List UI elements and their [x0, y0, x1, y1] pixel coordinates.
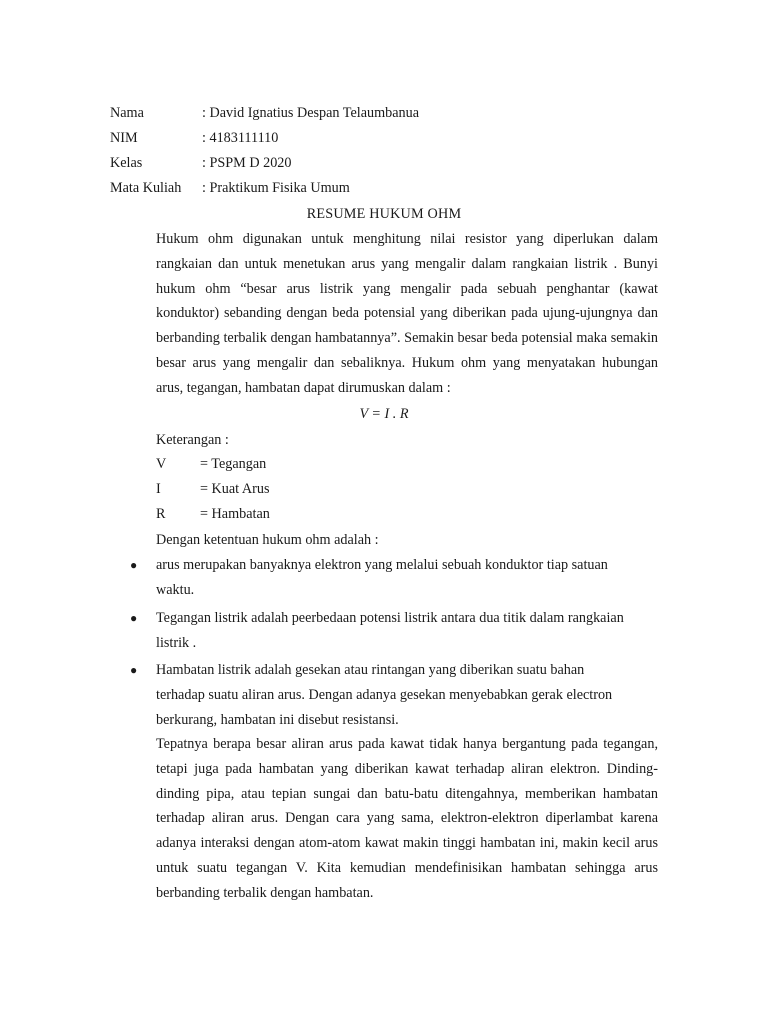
info-value: : PSPM D 2020 [202, 155, 292, 171]
definition-list [156, 452, 270, 527]
info-value: : 4183111110 [202, 130, 279, 146]
definition-row [156, 452, 270, 477]
definition-meaning: = Kuat Arus [200, 481, 270, 497]
definition-meaning: = Hambatan [200, 506, 270, 522]
bullet-icon: ● [130, 558, 138, 572]
list-item-text: Hambatan listrik adalah gesekan atau rintangan yang diberikan suatu bahan terhadap suatu aliran arus. Dengan adanya gesekan menyebabkan gerak electron berkurang, hambatan ini disebut resistansi. [156, 662, 613, 728]
definition-symbol: R [156, 506, 166, 522]
definition-meaning: = Tegangan [200, 456, 267, 472]
list-item-text: arus merupakan banyaknya elektron yang melalui sebuah konduktor tiap satuan waktu. [156, 557, 608, 598]
info-row-kelas [110, 151, 419, 176]
list-item [130, 658, 636, 733]
definition-symbol: V [156, 456, 167, 472]
list-item-text: Tegangan listrik adalah peerbedaan potensi listrik antara dua titik dalam rangkaian listrik . [156, 610, 624, 651]
closing-paragraph: Tepatnya berapa besar aliran arus pada kawat tidak hanya bergantung pada tegangan, tetapi juga pada hambatan yang diberikan kawat terhadap aliran elektron. Dinding-dinding pipa, atau tepian sungai dan batu-batu ditengahnya, memberikan hambatan terhadap aliran arus. Dengan cara yang sama, elektron-elektron diperlambat karena adanya interaksi dengan atom-atom kawat makin tinggi hambatan ini, makin kecil arus untuk suatu tegangan V. Kita kemudian mendefinisikan hambatan sehingga arus berbanding terbalik dengan hambatan. [156, 736, 658, 901]
info-label: NIM [110, 130, 138, 146]
student-info [110, 101, 419, 201]
info-label: Mata Kuliah [110, 180, 182, 196]
definition-row [156, 477, 270, 502]
info-value: : David Ignatius Despan Telaumbanua [202, 105, 420, 121]
info-row-nim [110, 126, 419, 151]
document-title: RESUME HUKUM OHM [306, 206, 462, 222]
list-item [130, 606, 636, 656]
definition-symbol: I [156, 481, 161, 497]
intro-paragraph: Hukum ohm digunakan untuk menghitung nilai resistor yang diperlukan dalam rangkaian dan untuk menetukan arus yang mengalir dalam rangkaian listrik . Bunyi hukum ohm “besar arus listrik yang mengalir pada sebuah penghantar (kawat konduktor) sebanding dengan beda potensial yang diberikan pada ujung-ujungnya dan berbanding terbalik dengan hambatannya”. Semakin besar beda potensial maka semakin besar arus yang mengalir dan sebaliknya. Hukum ohm yang menyatakan hubungan arus, tegangan, hambatan dapat dirumuskan dalam : [156, 231, 658, 396]
definition-row [156, 502, 270, 527]
info-row-mata-kuliah [110, 176, 419, 201]
bullet-icon: ● [130, 663, 138, 677]
bullet-icon: ● [130, 611, 138, 625]
info-value: : Praktikum Fisika Umum [202, 180, 350, 196]
keterangan-label: Keterangan : [156, 432, 229, 448]
info-row-nama [110, 101, 419, 126]
conditions-label: Dengan ketentuan hukum ohm adalah : [156, 532, 379, 548]
info-label: Kelas [110, 155, 143, 171]
info-label: Nama [110, 105, 144, 121]
ohm-formula: V = I . R [359, 406, 409, 422]
list-item [130, 553, 636, 603]
